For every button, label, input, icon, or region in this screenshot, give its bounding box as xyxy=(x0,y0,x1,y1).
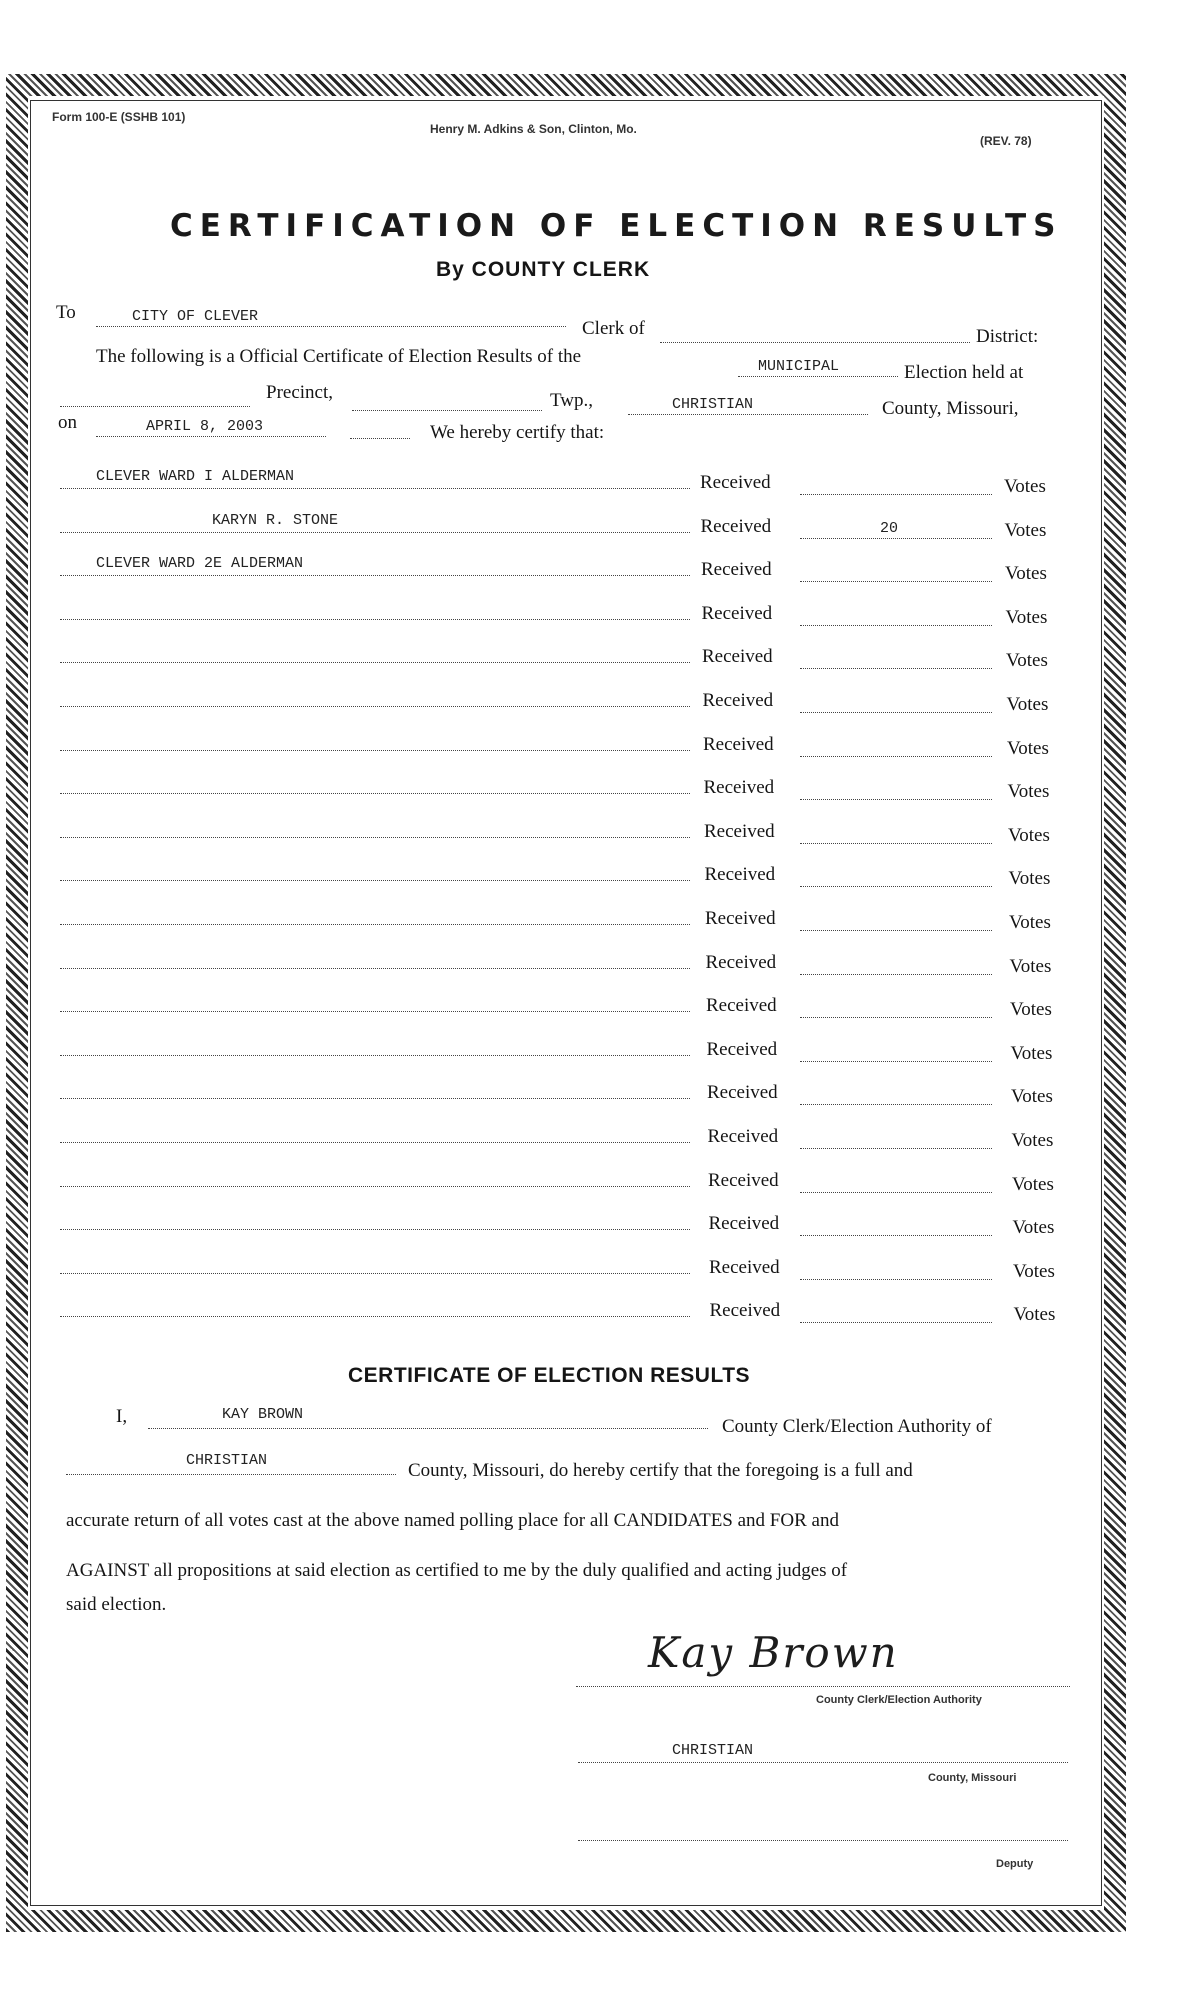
received-label: Received xyxy=(703,733,774,755)
votes-label: Votes xyxy=(1011,1086,1053,1108)
precinct-line xyxy=(352,410,542,411)
received-label: Received xyxy=(702,646,773,668)
row-name-line xyxy=(60,706,690,707)
votes-line xyxy=(800,494,992,495)
votes-line xyxy=(800,799,992,800)
row-name-line xyxy=(60,1055,690,1056)
row-name-line xyxy=(60,662,690,663)
deputy-caption: Deputy xyxy=(996,1858,1034,1870)
clerk-of-line xyxy=(660,342,970,343)
to-value: CITY OF CLEVER xyxy=(132,308,259,325)
on-label: on xyxy=(58,412,77,433)
received-label: Received xyxy=(701,602,773,624)
votes-label: Votes xyxy=(1004,476,1046,497)
received-label: Received xyxy=(704,820,775,842)
received-label: Received xyxy=(708,1213,780,1235)
clerk-name-line xyxy=(148,1428,708,1429)
row-name-line xyxy=(60,793,690,794)
received-label: Received xyxy=(703,777,775,799)
signature-line xyxy=(576,1686,1070,1687)
received-label: Received xyxy=(706,1038,778,1060)
row-name-line xyxy=(60,1098,690,1099)
deputy-line xyxy=(578,1840,1068,1841)
votes-line xyxy=(800,1017,992,1018)
location-line xyxy=(60,406,250,407)
row-name-line xyxy=(60,750,690,751)
votes-line xyxy=(800,1148,992,1149)
votes-line xyxy=(800,1322,992,1323)
to-label: To xyxy=(56,302,76,323)
i-label: I, xyxy=(116,1406,128,1427)
votes-line xyxy=(800,625,992,626)
signature-caption: County Clerk/Election Authority xyxy=(816,1694,982,1706)
row-name-line xyxy=(60,532,690,533)
votes-label: Votes xyxy=(1009,955,1052,977)
clerk-of-label: Clerk of xyxy=(582,318,645,339)
votes-line xyxy=(800,1061,992,1062)
votes-line xyxy=(800,1235,992,1236)
votes-line xyxy=(800,843,992,844)
votes-label: Votes xyxy=(1013,1260,1055,1282)
row-name-line xyxy=(60,968,690,969)
votes-line xyxy=(800,1279,992,1280)
votes-label: Votes xyxy=(1011,1130,1054,1151)
twp-value: CHRISTIAN xyxy=(672,396,754,413)
votes-line xyxy=(800,1104,992,1105)
date-line xyxy=(96,436,326,437)
votes-line xyxy=(800,1192,992,1193)
revision: (REV. 78) xyxy=(980,134,1032,148)
votes-label: Votes xyxy=(1013,1304,1056,1326)
date-tail-line xyxy=(350,438,410,439)
received-label: Received xyxy=(709,1300,781,1322)
precinct-label: Precinct, xyxy=(266,382,334,403)
row-name-line xyxy=(60,837,690,838)
received-label: Received xyxy=(707,1126,779,1147)
cert-paragraph-line2: accurate return of all votes cast at the above named polling place for all CANDIDATES and FOR and xyxy=(66,1510,839,1531)
cert-paragraph-line1: County, Missouri, do hereby certify that the foregoing is a full and xyxy=(408,1460,913,1481)
printer-name: Henry M. Adkins & Son, Clinton, Mo. xyxy=(430,122,637,136)
row-name-line xyxy=(60,1229,690,1230)
votes-label: Votes xyxy=(1007,781,1050,803)
cert-paragraph-line4: said election. xyxy=(66,1594,167,1615)
sig-county-value: CHRISTIAN xyxy=(672,1742,754,1759)
row-name: CLEVER WARD 2E ALDERMAN xyxy=(96,555,304,573)
cert-county-line xyxy=(66,1474,396,1475)
row-name-line xyxy=(60,880,690,881)
row-name-line xyxy=(60,1142,690,1143)
votes-label: Votes xyxy=(1007,737,1049,759)
votes-label: Votes xyxy=(1004,519,1047,541)
cert-paragraph-line3: AGAINST all propositions at said election as certified to me by the duly qualified and acting judges of xyxy=(66,1560,848,1581)
county-caption: County, Missouri xyxy=(928,1772,1017,1784)
to-line xyxy=(96,326,566,327)
row-name-line xyxy=(60,1273,690,1274)
votes-line xyxy=(800,712,992,713)
row-name-line xyxy=(60,1316,690,1317)
votes-line xyxy=(800,668,992,669)
votes-line xyxy=(800,581,992,582)
election-type-line xyxy=(738,376,898,377)
votes-label: Votes xyxy=(1012,1217,1055,1239)
received-label: Received xyxy=(706,995,777,1017)
votes-line xyxy=(800,538,992,539)
row-name-line xyxy=(60,619,690,620)
authority-label: County Clerk/Election Authority of xyxy=(722,1416,992,1437)
received-label: Received xyxy=(700,472,771,493)
row-name-line xyxy=(60,1011,690,1012)
row-name-line xyxy=(60,924,690,925)
votes-label: Votes xyxy=(1005,606,1048,628)
intro-text: The following is a Official Certificate of Election Results of the xyxy=(96,346,582,367)
received-label: Received xyxy=(701,559,772,581)
votes-value: 20 xyxy=(880,519,899,537)
votes-label: Votes xyxy=(1006,694,1049,715)
form-title: CERTIFICATION OF ELECTION RESULTS xyxy=(170,208,1063,244)
row-name-line xyxy=(60,488,690,489)
election-type: MUNICIPAL xyxy=(758,358,840,375)
county-label: County, Missouri, xyxy=(882,398,1019,419)
received-label: Received xyxy=(705,908,776,929)
row-name: CLEVER WARD I ALDERMAN xyxy=(96,468,295,485)
votes-label: Votes xyxy=(1008,824,1050,846)
received-label: Received xyxy=(709,1256,780,1278)
twp-label: Twp., xyxy=(550,390,594,411)
form-number: Form 100-E (SSHB 101) xyxy=(52,110,186,124)
clerk-signature: Kay Brown xyxy=(648,1628,899,1677)
votes-label: Votes xyxy=(1010,1042,1053,1064)
votes-line xyxy=(800,756,992,757)
clerk-name: KAY BROWN xyxy=(222,1406,304,1423)
county-sig-line xyxy=(578,1762,1068,1763)
votes-line xyxy=(800,886,992,887)
votes-label: Votes xyxy=(1012,1173,1054,1195)
row-name: KARYN R. STONE xyxy=(212,511,339,529)
district-label: District: xyxy=(976,326,1039,347)
row-name-line xyxy=(60,1186,690,1187)
votes-label: Votes xyxy=(1006,650,1048,672)
election-date: APRIL 8, 2003 xyxy=(146,418,264,435)
received-label: Received xyxy=(702,690,774,711)
received-label: Received xyxy=(705,951,777,973)
row-name-line xyxy=(60,575,690,576)
votes-line xyxy=(800,974,992,975)
received-label: Received xyxy=(700,515,772,537)
votes-label: Votes xyxy=(1005,563,1047,585)
votes-label: Votes xyxy=(1008,868,1051,890)
form-subtitle: By COUNTY CLERK xyxy=(436,258,651,281)
twp-line xyxy=(628,414,868,415)
received-label: Received xyxy=(707,1082,778,1104)
votes-label: Votes xyxy=(1010,999,1052,1021)
certify-label: We hereby certify that: xyxy=(430,422,605,443)
received-label: Received xyxy=(704,864,776,886)
cert-county-value: CHRISTIAN xyxy=(186,1452,268,1469)
votes-line xyxy=(800,930,992,931)
certificate-title: CERTIFICATE OF ELECTION RESULTS xyxy=(348,1364,751,1387)
election-held-label: Election held at xyxy=(904,362,1024,383)
received-label: Received xyxy=(708,1169,779,1191)
votes-label: Votes xyxy=(1009,912,1051,933)
